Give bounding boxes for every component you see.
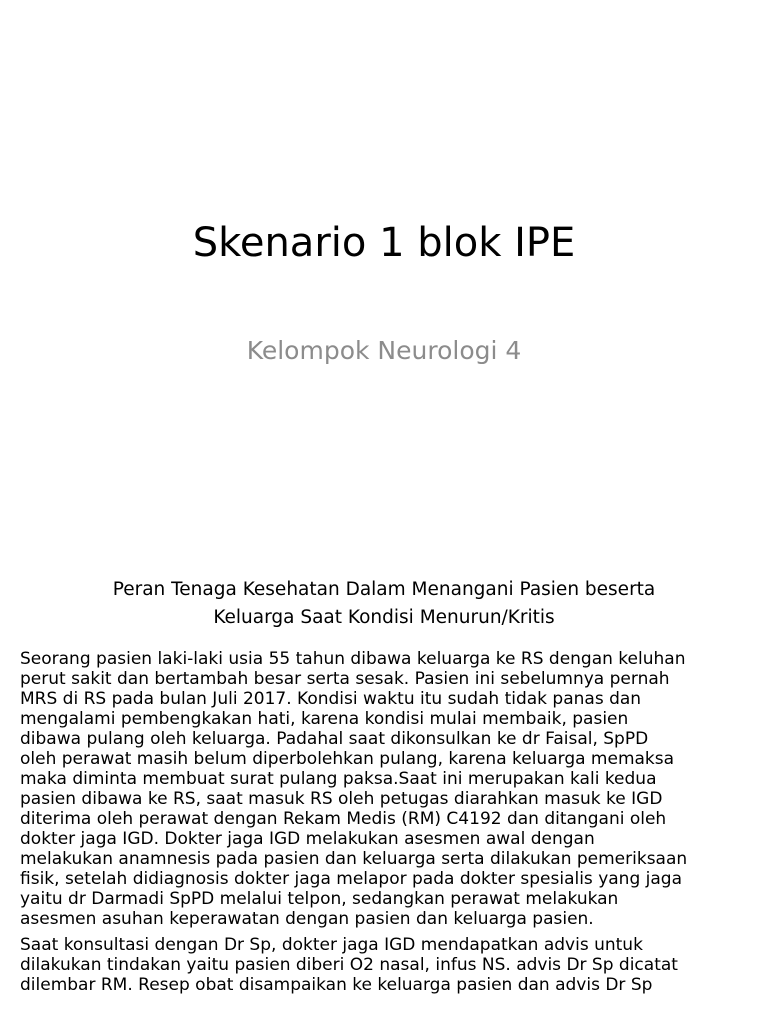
text-line: dokter jaga IGD. Dokter jaga IGD melakukan asesmen awal dengan [20, 829, 595, 849]
text-line: asesmen asuhan keperawatan dengan pasien dan keluarga pasien. [20, 909, 594, 929]
text-line: perut sakit dan bertambah besar serta sesak. Pasien ini sebelumnya pernah [20, 669, 670, 689]
slide-title: Skenario 1 blok IPE [192, 220, 576, 266]
text-line: mengalami pembengkakan hati, karena kondisi mulai membaik, pasien [20, 709, 629, 729]
text-line: yaitu dr Darmadi SpPD melalui telpon, sedangkan perawat melakukan [20, 889, 619, 909]
text-line: dilembar RM. Resep obat disampaikan ke keluarga pasien dan advis Dr Sp [20, 975, 653, 995]
text-line: oleh perawat masih belum diperbolehkan pulang, karena keluarga memaksa [20, 749, 675, 769]
text-line: melakukan anamnesis pada pasien dan keluarga serta dilakukan pemeriksaan [20, 849, 688, 869]
scenario-text [20, 649, 768, 1001]
text-line: diterima oleh perawat dengan Rekam Medis (RM) C4192 dan ditangani oleh [20, 809, 667, 829]
text-line: Seorang pasien laki-laki usia 55 tahun dibawa keluarga ke RS dengan keluhan [20, 649, 686, 669]
scenario-paragraph [20, 935, 768, 995]
text-line: fisik, setelah didiagnosis dokter jaga melapor pada dokter spesialis yang jaga [20, 869, 682, 889]
text-line: dilakukan tindakan yaitu pasien diberi O2 nasal, infus NS. advis Dr Sp dicatat [20, 955, 678, 975]
text-line: dibawa pulang oleh keluarga. Padahal saat dikonsulkan ke dr Faisal, SpPD [20, 729, 649, 749]
section-heading [40, 576, 728, 632]
scenario-paragraph [20, 649, 768, 929]
text-line: pasien dibawa ke RS, saat masuk RS oleh petugas diarahkan masuk ke IGD [20, 789, 663, 809]
text-line: Saat konsultasi dengan Dr Sp, dokter jaga IGD mendapatkan advis untuk [20, 935, 643, 955]
slide-subtitle: Kelompok Neurologi 4 [246, 336, 522, 365]
section-heading-line: Keluarga Saat Kondisi Menurun/Kritis [213, 607, 555, 628]
text-line: MRS di RS pada bulan Juli 2017. Kondisi waktu itu sudah tidak panas dan [20, 689, 642, 709]
section-heading-line: Peran Tenaga Kesehatan Dalam Menangani Pasien beserta [112, 579, 656, 600]
text-line: maka diminta membuat surat pulang paksa.Saat ini merupakan kali kedua [20, 769, 657, 789]
